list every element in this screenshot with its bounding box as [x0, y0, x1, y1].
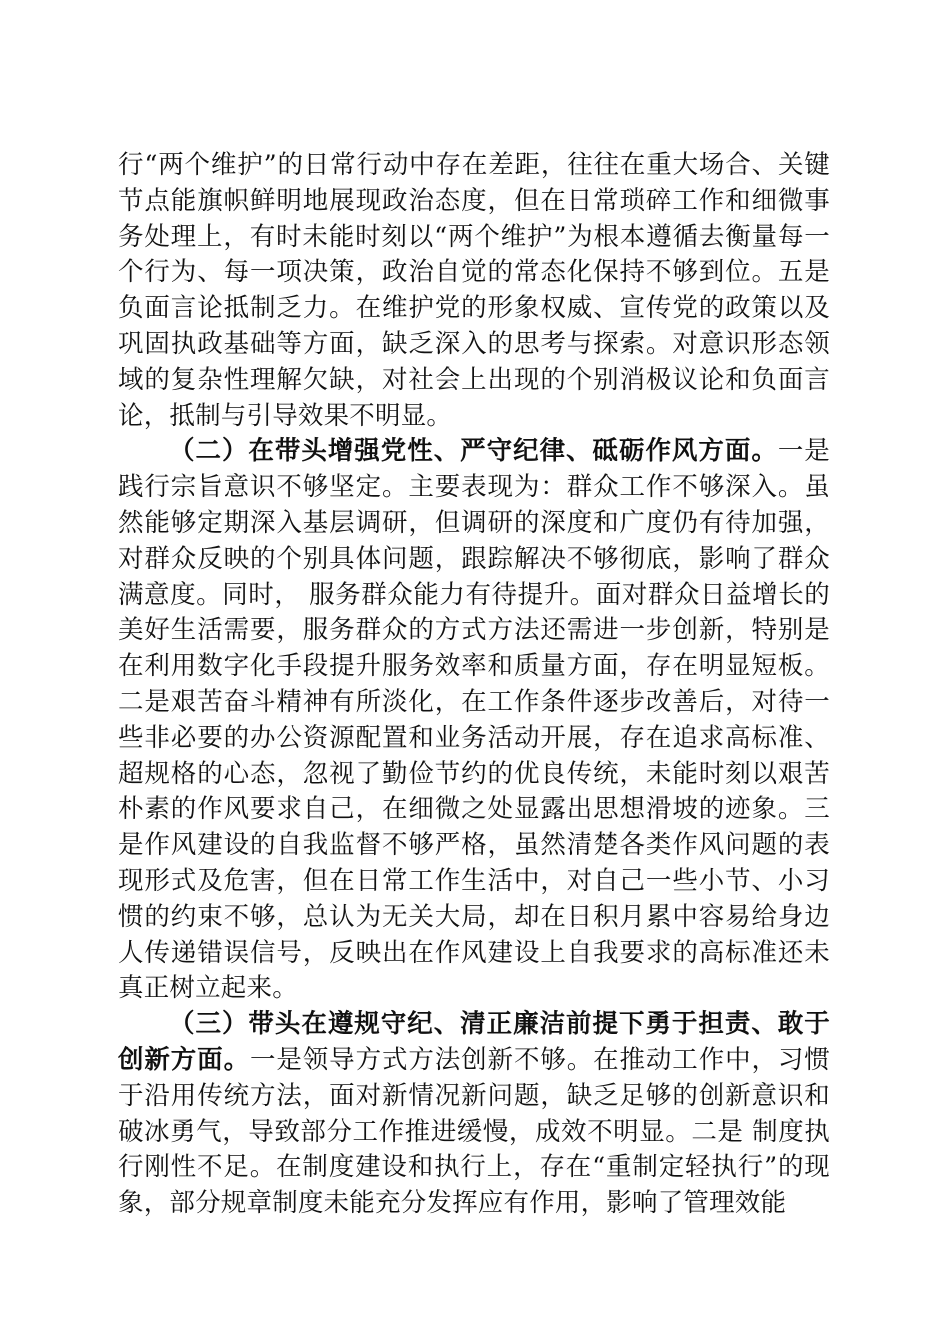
paragraph-1 [118, 148, 830, 434]
paragraph-3 [118, 1007, 830, 1222]
paragraph-2 [118, 434, 830, 1007]
section-2-heading: （二）在带头增强党性、严守纪律、砥砺作风方面。 [169, 436, 778, 467]
paragraph-3-text: 一是领导方式方法创新不够。在推动工作中，习惯于沿用传统方法，面对新情况新问题，缺乏足够的创新意识和破冰勇气，导致部分工作推进缓慢，成效不明显。二是 制度执行刚性不足。在制度建设和执行上，存在“重制定轻执行”的现象，部分规章制度未能充分发挥应有作用，影响了管理效能 [118, 1044, 830, 1219]
paragraph-2-text: 一是践行宗旨意识不够坚定。主要表现为：群众工作不够深入。虽然能够定期深入基层调研，但调研的深度和广度仍有待加强，对群众反映的个别具体问题，跟踪解决不够彻底，影响了群众满意度。同时， 服务群众能力有待提升。面对群众日益增长的美好生活需要，服务群众的方式方法还需进一步创新，特别是在利用数字化手段提升服务效率和质量方面，存在明显短板。二是艰苦奋斗精神有所淡化，在工作条件逐步改善后，对待一些非必要的办公资源配置和业务活动开展，存在追求高标准、超规格的心态，忽视了勤俭节约的优良传统，未能时刻以艰苦朴素的作风要求自己，在细微之处显露出思想滑坡的迹象。三是作风建设的自我监督不够严格，虽然清楚各类作风问题的表现形式及危害，但在日常工作生活中，对自己一些小节、小习惯的约束不够，总认为无关大局，却在日积月累中容易给身边人传递错误信号，反映出在作风建设上自我要求的高标准还未真正树立起来。 [118, 436, 830, 1004]
document-body [118, 148, 830, 1222]
paragraph-1-text: 行“两个维护”的日常行动中存在差距，往往在重大场合、关键节点能旗帜鲜明地展现政治态度，但在日常琐碎工作和细微事务处理上，有时未能时刻以“两个维护”为根本遵循去衡量每一个行为、每一项决策，政治自觉的常态化保持不够到位。五是负面言论抵制乏力。在维护党的形象权威、宣传党的政策以及巩固执政基础等方面，缺乏深入的思考与探索。对意识形态领域的复杂性理解欠缺，对社会上出现的个别消极议论和负面言论，抵制与引导效果不明显。 [118, 150, 830, 431]
section-3-heading: （三）带头在遵规守纪、清正廉洁前提下勇于担责、敢于创新方面。 [118, 1009, 830, 1075]
